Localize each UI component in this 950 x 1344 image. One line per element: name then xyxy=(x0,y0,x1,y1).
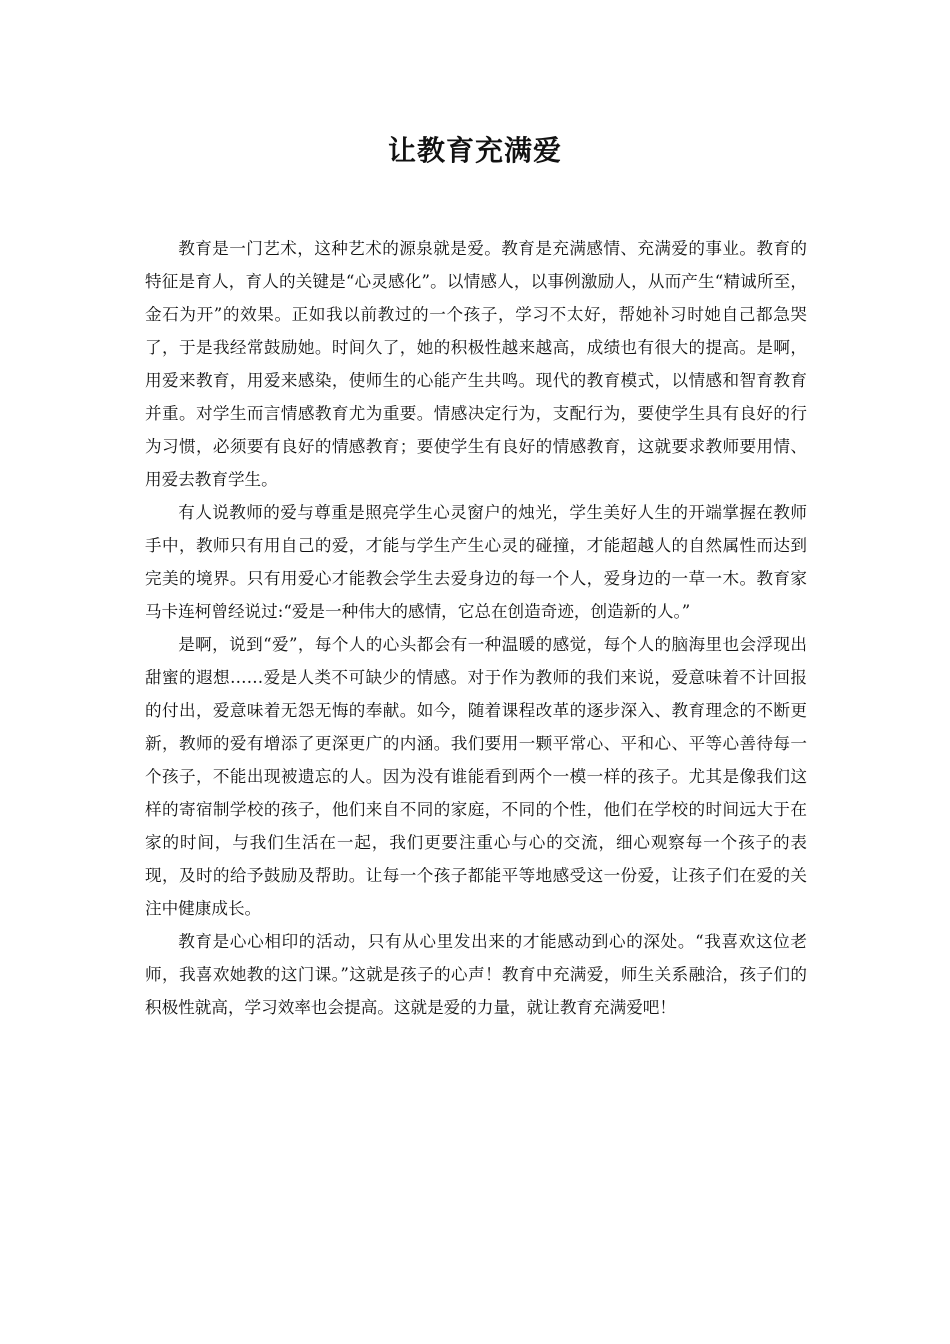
document-body xyxy=(145,232,807,1024)
paragraph-1: 教育是一门艺术，这种艺术的源泉就是爱。教育是充满感情、充满爱的事业。教育的特征是育人，育人的关键是“心灵感化”。以情感人，以事例激励人，从而产生“精诚所至，金石为开”的效果。正如我以前教过的一个孩子，学习不太好，帮她补习时她自己都急哭了，于是我经常鼓励她。时间久了，她的积极性越来越高，成绩也有很大的提高。是啊，用爱来教育，用爱来感染，使师生的心能产生共鸣。现代的教育模式，以情感和智育教育并重。对学生而言情感教育尤为重要。情感决定行为，支配行为，要使学生具有良好的行为习惯，必须要有良好的情感教育；要使学生有良好的情感教育，这就要求教师要用情、用爱去教育学生。 xyxy=(145,239,807,489)
paragraph-3: 是啊，说到“爱”，每个人的心头都会有一种温暖的感觉，每个人的脑海里也会浮现出甜蜜的遐想……爱是人类不可缺少的情感。对于作为教师的我们来说，爱意味着不计回报的付出，爱意味着无怨无悔的奉献。如今，随着课程改革的逐步深入、教育理念的不断更新，教师的爱有增添了更深更广的内涵。我们要用一颗平常心、平和心、平等心善待每一个孩子，不能出现被遗忘的人。因为没有谁能看到两个一模一样的孩子。尤其是像我们这样的寄宿制学校的孩子，他们来自不同的家庭，不同的个性，他们在学校的时间远大于在家的时间，与我们生活在一起，我们更要注重心与心的交流，细心观察每一个孩子的表现，及时的给予鼓励及帮助。让每一个孩子都能平等地感受这一份爱，让孩子们在爱的关注中健康成长。 xyxy=(145,635,807,918)
paragraph-4: 教育是心心相印的活动，只有从心里发出来的才能感动到心的深处。“我喜欢这位老师，我喜欢她教的这门课。”这就是孩子的心声！教育中充满爱，师生关系融洽，孩子们的积极性就高，学习效率也会提高。这就是爱的力量，就让教育充满爱吧！ xyxy=(145,932,807,1017)
paragraph-2: 有人说教师的爱与尊重是照亮学生心灵窗户的烛光，学生美好人生的开端掌握在教师手中，教师只有用自己的爱，才能与学生产生心灵的碰撞，才能超越人的自然属性而达到完美的境界。只有用爱心才能教会学生去爱身边的每一个人，爱身边的一草一木。教育家马卡连柯曾经说过:“爱是一种伟大的感情，它总在创造奇迹，创造新的人。” xyxy=(145,503,807,621)
document-title: 让教育充满爱 xyxy=(387,134,562,167)
